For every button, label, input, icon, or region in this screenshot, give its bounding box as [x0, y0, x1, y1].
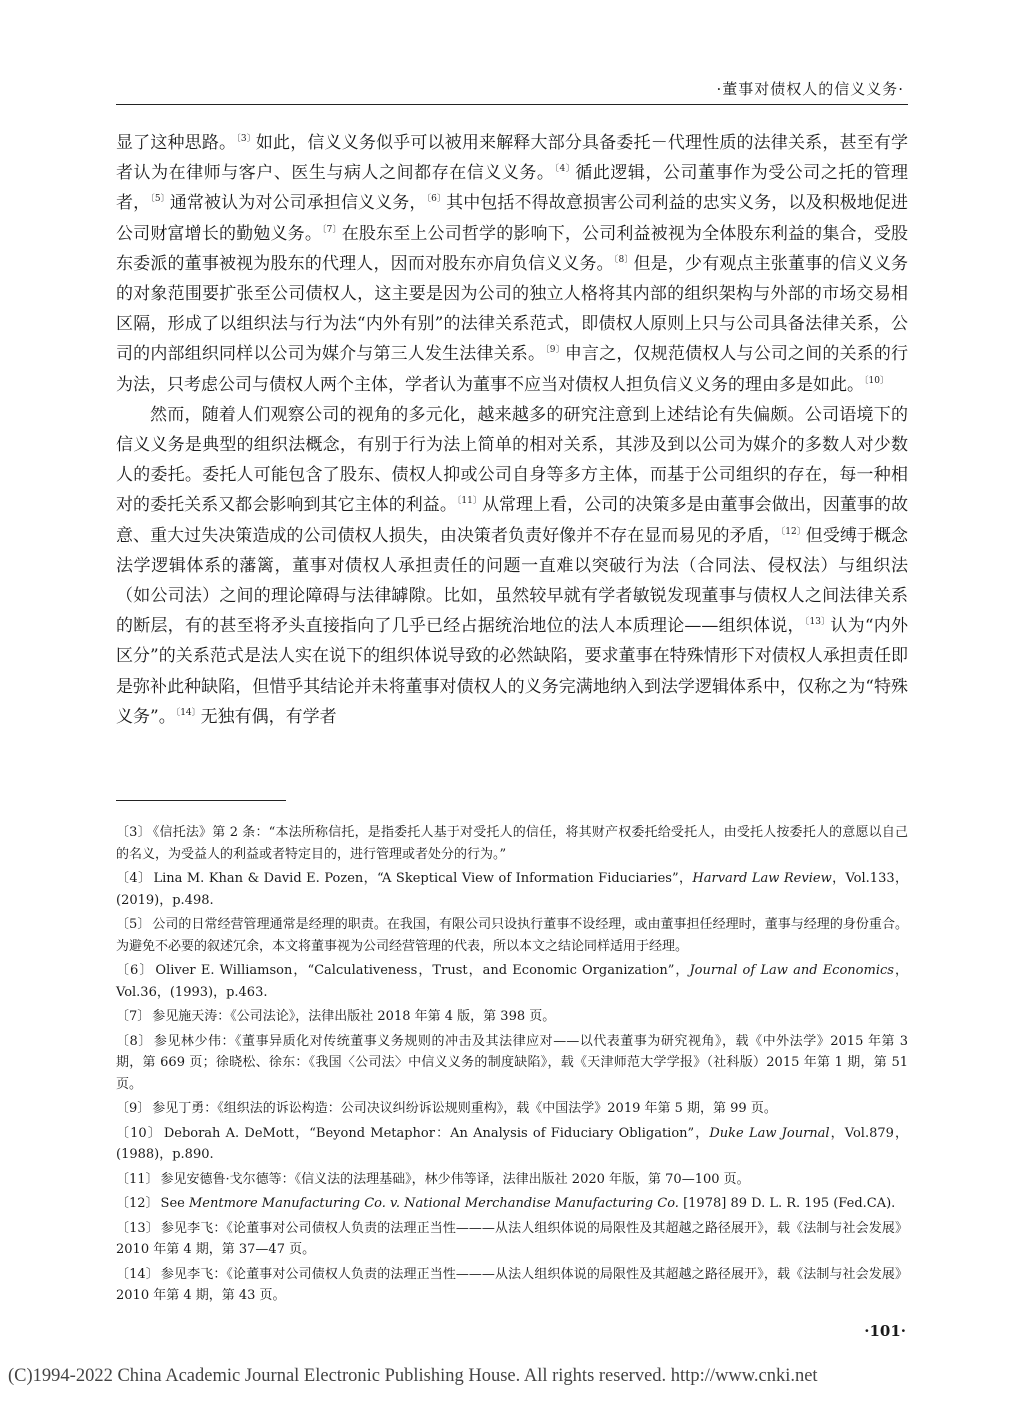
footnote-ref[interactable]: 〔3〕 [236, 134, 256, 144]
text-run: 参见林少伟：《董事异质化对传统董事义务规则的冲击及其法律应对——以代表董事为研究视角》，载《中外法学》2015 年第 3 期，第 669 页；徐晓松、徐东：《我国〈公司法〉中信义义务的制度缺陷》，载《天津师范大学学报》（社科版）2015 年第 1 期，第 51 页。 [116, 1033, 908, 1092]
footnote-item [116, 1031, 908, 1096]
text-run: ，Vol.36，(1993)，p.463. [116, 963, 908, 1000]
text-run: 参见丁勇：《组织法的诉讼构造：公司决议纠纷诉讼规则重构》，载《中国法学》2019 年第 5 期，第 99 页。 [152, 1101, 777, 1116]
footnote-ref[interactable]: 〔11〕 [456, 496, 482, 507]
text-run: 循此逻辑，公司董事作为受公司之托的管理者， [116, 163, 909, 214]
text-run: 参见李飞：《论董事对公司债权人负责的法理正当性———从法人组织体说的局限性及其超越之路径展开》，载《法制与社会发展》2010 年第 4 期，第 37—47 页。 [116, 1220, 908, 1257]
footnote-number: 〔9〕 [116, 1101, 151, 1116]
text-run: 如此，信义义务似乎可以被用来解释大部分具备委托－代理性质的法律关系，甚至有学者认为在律师与客户、医生与病人之间都存在信义义务。 [116, 133, 909, 184]
footnotes-section [116, 822, 908, 1310]
footnote-item [116, 1006, 908, 1028]
footnote-number: 〔5〕 [116, 917, 151, 932]
text-run: Oliver E. Williamson，“Calculativeness，Trust，and Economic Organization”， [155, 963, 690, 978]
footnote-ref[interactable]: 〔12〕 [780, 526, 806, 537]
text-run: ，Vol.879，(1988)，p.890. [116, 1125, 908, 1162]
footnote-item [116, 1098, 908, 1120]
footnote-divider [116, 800, 286, 801]
text-run: 参见安德鲁·戈尔德等：《信义法的法理基础》，林少伟等译，法律出版社 2020 年版，第 70—100 页。 [160, 1171, 750, 1187]
footnote-number: 〔12〕 [116, 1196, 159, 1211]
footnote-item [116, 1264, 908, 1307]
footnote-ref[interactable]: 〔13〕 [804, 617, 831, 628]
text-run: Deborah A. DeMott，“Beyond Metaphor：An Analysis of Fiduciary Obligation”， [163, 1125, 710, 1141]
footnote-number: 〔14〕 [116, 1266, 159, 1282]
text-run: [1978] 89 D. L. R. 195 (Fed.CA). [678, 1196, 896, 1211]
italic-title: Mentmore Manufacturing Co. v. National Merchandise Manufacturing Co. [188, 1196, 679, 1211]
footnote-ref[interactable]: 〔5〕 [150, 194, 170, 205]
text-run: 但是，少有观点主张董事的信义义务的对象范围要扩张至公司债权人，这主要是因为公司的独立人格将其内部的组织架构与外部的市场交易相区隔，形成了以组织法与行为法“内外有别”的法律关系范式，即债权人原则上只与公司具备法律关系，公司的内部组织同样以公司为媒介与第三人发生法律关系。 [116, 253, 909, 365]
text-run: 认为“内外区分”的关系范式是法人实在说下的组织体说导致的必然缺陷，要求董事在特殊情形下对债权人承担责任即是弥补此种缺陷，但惜乎其结论并未将董事对债权人的义务完满地纳入到法学逻辑体系中，仅称之为“特殊义务”。 [116, 616, 909, 727]
footnote-number: 〔4〕 [116, 871, 152, 886]
text-run: 参见李飞：《论董事对公司债权人负责的法理正当性———从法人组织体说的局限性及其超越之路径展开》，载《法制与社会发展》2010 年第 4 期，第 43 页。 [116, 1266, 908, 1303]
text-run: See [160, 1196, 189, 1211]
body-paragraph [116, 128, 908, 400]
footnote-number: 〔7〕 [116, 1009, 151, 1024]
text-run: 参见施天涛：《公司法论》，法律出版社 2018 年第 4 版，第 398 页。 [152, 1009, 556, 1024]
footnote-item [116, 1193, 908, 1215]
footnote-ref[interactable]: 〔6〕 [426, 194, 447, 205]
footnote-ref[interactable]: 〔7〕 [321, 224, 342, 235]
italic-title: Duke Law Journal [709, 1125, 830, 1141]
footnote-number: 〔3〕 [116, 825, 151, 840]
footnote-item [116, 960, 908, 1003]
text-run: 但受缚于概念法学逻辑体系的藩篱，董事对债权人承担责任的问题一直难以突破行为法（合同法、侵权法）与组织法（如公司法）之间的理论障碍与法律罅隙。比如，虽然较早就有学者敏锐发现董事与债权人之间法律关系的断层，有的甚至将矛头直接指向了几乎已经占据统治地位的法人本质理论——组织体说， [116, 525, 909, 637]
footnote-ref[interactable]: 〔14〕 [175, 707, 201, 718]
footnote-ref[interactable]: 〔9〕 [545, 345, 565, 356]
footnote-item [116, 914, 908, 957]
text-run: 公司的日常经营管理通常是经理的职责。在我国，有限公司只设执行董事不设经理，或由董事担任经理时，董事与经理的身份重合。为避免不必要的叙述冗余，本文将董事视为公司经营管理的代表，所以本文之结论同样适用于经理。 [116, 917, 908, 954]
footnote-ref[interactable]: 〔4〕 [554, 164, 576, 175]
body-paragraph [116, 400, 908, 732]
footnote-number: 〔11〕 [116, 1171, 159, 1187]
footnote-item [116, 822, 908, 865]
text-run: 显了这种思路。 [116, 133, 237, 153]
footnote-item [116, 1218, 908, 1261]
footnote-number: 〔13〕 [116, 1220, 159, 1236]
italic-title: Harvard Law Review [692, 871, 832, 886]
text-run: 申言之，仅规范债权人与公司之间的关系的行为法，只考虑公司与债权人两个主体，学者认为董事不应当对债权人担负信义义务的理由多是如此。 [116, 344, 909, 395]
footnote-item [116, 1169, 908, 1191]
main-body-text [116, 128, 908, 732]
text-run: 然而，随着人们观察公司的视角的多元化，越来越多的研究注意到上述结论有失偏颇。公司语境下的信义义务是典型的组织法概念，有别于行为法上简单的相对关系，其涉及到以公司为媒介的多数人对少数人的委托。委托人可能包含了股东、债权人抑或公司自身等多方主体，而基于公司组织的存在，每一种相对的委托关系又都会影响到其它主体的利益。 [116, 404, 908, 516]
text-run: 在股东至上公司哲学的影响下，公司利益被视为全体股东利益的集合，受股东委派的董事被视为股东的代理人，因而对股东亦肩负信义义务。 [116, 223, 909, 274]
running-header [116, 74, 908, 105]
page-number: ·101· [864, 1322, 906, 1340]
text-run: ，Vol.133，(2019)，p.498. [116, 871, 908, 908]
text-run: 《信托法》第 2 条：“本法所称信托，是指委托人基于对受托人的信任，将其财产权委托给受托人，由受托人按委托人的意愿以自己的名义，为受益人的利益或者特定目的，进行管理或者处分的行为。” [116, 825, 908, 862]
footnote-number: 〔10〕 [116, 1125, 162, 1141]
footnote-item [116, 1123, 908, 1166]
footnote-number: 〔8〕 [116, 1033, 152, 1049]
footnote-item [116, 868, 908, 911]
footnote-ref[interactable]: 〔8〕 [613, 254, 634, 265]
text-run: 通常被认为对公司承担信义义务， [169, 193, 427, 214]
text-run: Lina M. Khan & David E. Pozen，“A Skeptical View of Information Fiduciaries”， [153, 871, 693, 886]
footnote-number: 〔6〕 [116, 963, 154, 978]
footnote-ref[interactable]: 〔10〕 [864, 375, 889, 386]
running-header-title: ·董事对债权人的信义义务· [716, 80, 904, 98]
text-run: 从常理上看，公司的决策多是由董事会做出，因董事的故意、重大过失决策造成的公司债权人损失，由决策者负责好像并不存在显而易见的矛盾， [116, 495, 909, 546]
copyright-notice: (C)1994-2022 China Academic Journal Electronic Publishing House. All rights reserved. http://www.cnki.net [8, 1366, 818, 1386]
text-run: 其中包括不得故意损害公司利益的忠实义务，以及积极地促进公司财富增长的勤勉义务。 [116, 193, 909, 244]
text-run: 无独有偶，有学者 [200, 706, 337, 727]
italic-title: Journal of Law and Economics [689, 963, 894, 978]
